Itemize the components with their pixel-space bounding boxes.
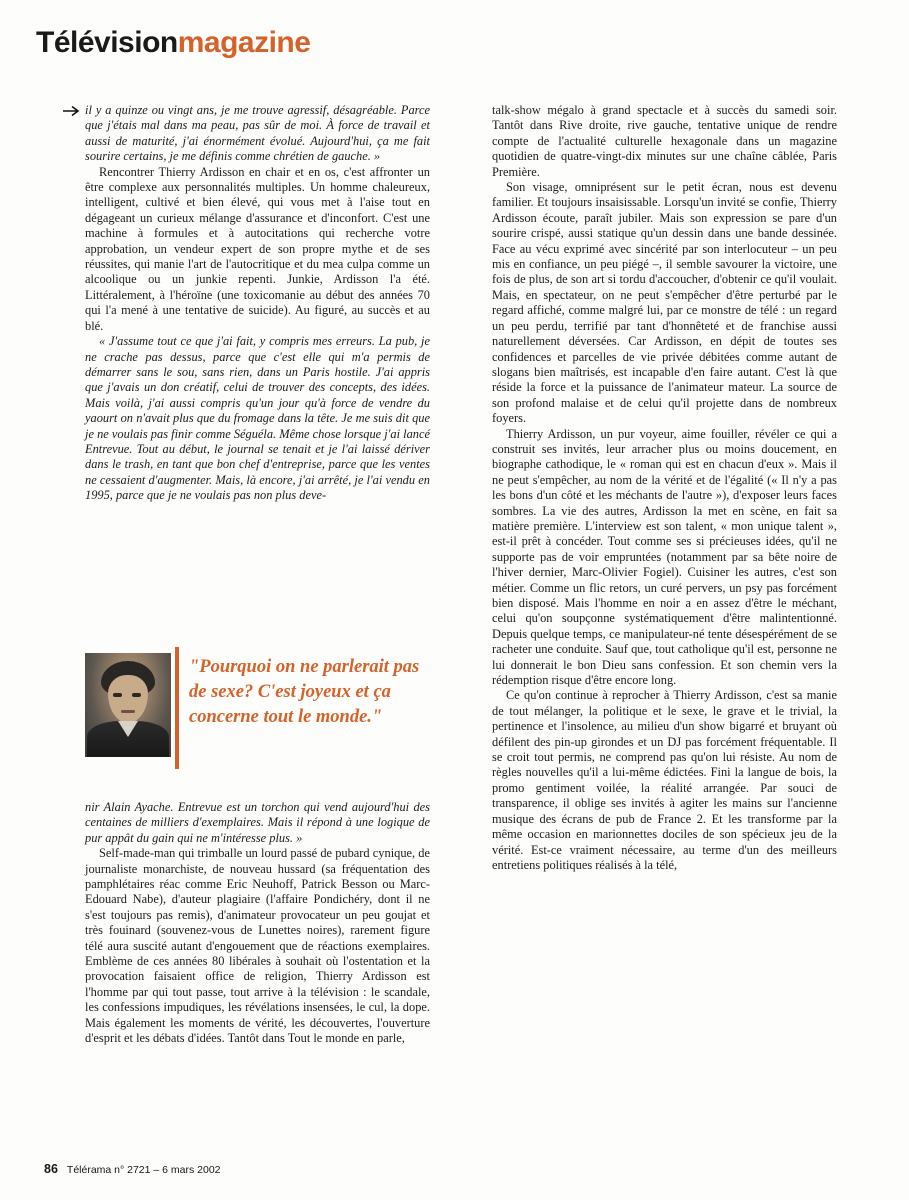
left-column-continued [85, 800, 430, 1047]
page-number: 86 [44, 1162, 58, 1176]
paragraph: « J'assume tout ce que j'ai fait, y compris mes erreurs. La pub, je ne crache pas dessus, parce que c'est elle qui m'a permis de démarrer sans le sou, sans rien, dans un Paris hostile. J'ai appris que j'avais un don créatif, celui de trouver des concepts, des idées. Mais voilà, j'ai aussi compris qu'un jour qu'à force de vendre du yaourt on n'avait plus que du fromage dans la tête. Je me suis dit que je ne voulais pas finir comme Séguéla. Même chose lorsque j'ai lancé Entrevue. Tout au début, le journal se tenait et je l'ai laissé dériver dans le trash, en tant que bon chef d'entreprise, parce que les ventes ne cessaient d'augmenter. Mais, là encore, j'ai arrêté, je l'ai vendu en 1995, parce que je ne voulais pas non plus deve- [85, 334, 430, 503]
issue-info: Télérama n° 2721 – 6 mars 2002 [66, 1164, 221, 1176]
pull-quote-text: "Pourquoi on ne parlerait pas de sexe? C'est joyeux et ça concerne tout le monde." [189, 657, 420, 727]
paragraph: Son visage, omniprésent sur le petit écran, nous est devenu familier. Et toujours insaisissable. Lorsqu'un invité se confie, Thierry Ardisson écoute, paraît jubiler. Mais son expression se pare d'un sourire crispé, aussi statique qu'un dessin dans une bande dessinée. Face au vécu exprimé avec sincérité par son interlocuteur – un peu mis en confiance, un peu piégé –, il semble savourer la victoire, une fois de plus, de son art si tordu d'accoucher, d'obtenir ce qu'il voulait. Mais, en spectateur, on ne peut s'empêcher d'être perturbé par le regard affiché, comme malgré lui, par ce monstre de télé : un regard un peu perdu, terrifié par tant d'honnêteté et de franchise aussi naturellement déversées. Car Ardisson, en dépit de toutes ses confidences et parcelles de vie privée débitées comme autant de slogans bien maîtrisés, est incapable d'en faire autant. C'est là que réside la force et la puissance de l'animateur mateur. La source de son profond malaise et de celui qu'il projette dans de nombreux foyers. [492, 180, 837, 426]
paragraph: Self-made-man qui trimballe un lourd passé de pubard cynique, de journaliste monarchiste, de nouveau hussard (sa fréquentation des pamphlétaires réac comme Eric Neuhoff, Patrick Besson ou Marc-Edouard Nabe), d'auteur plagiaire (l'affaire Pondichéry, dont il ne s'est toujours pas remis), d'animateur provocateur un peu goujat et très fouinard (souvenez-vous de Lunettes noires), rarement figure télé aura suscité autant d'engouement que de réactions exemplaires. Emblème de ces années 80 libérales à souhait où l'ostentation et la provocation faisaient office de religion, Thierry Ardisson est l'homme par qui tout passe, tout arrive à la télévision : le scandale, les confessions impudiques, les révélations insensées, le cul, la dope. Mais également les moments de vérité, les découvertes, l'ouverture d'esprit et les débats d'idées. Tantôt dans Tout le monde en parle, [85, 846, 430, 1046]
arrow-marker-icon [63, 105, 83, 117]
paragraph: Ce qu'on continue à reprocher à Thierry Ardisson, c'est sa manie de tout mélanger, la politique et le sexe, le grave et le trivial, la pertinence et l'insolence, au milieu d'un show bigarré et bruyant où défilent des pin-up girondes et un DJ pas forcément fréquentable. Il se croit tout permis, ne comprend pas qu'on lui résiste. Au nom de règles nouvelles qu'il a lui-même édictées. Fini la langue de bois, la promo gentiment voilée, la réalité arrangée. Par souci de transparence, il oblige ses invités à agiter les mains sur l'ancienne musique des écrans de pub de France 2. Et les transforme par la même occasion en marionnettes dociles de son spécieux jeu de la vérité. Est-ce vraiment nécessaire, au terme d'un des meilleurs entretiens politiques réalisés à la télé, [492, 688, 837, 872]
left-column [85, 103, 430, 504]
masthead-title-secondary: magazine [177, 26, 311, 59]
page-footer [44, 1162, 221, 1176]
paragraph: Thierry Ardisson, un pur voyeur, aime fouiller, révéler ce qui a construit ses invités, leur arracher plus ou moins doucement, en biographe cathodique, le « roman qui est en chacun d'eux ». Mais il ne peut s'empêcher, au nom de la vérité et de l'égalité (« Il n'y a pas les bons d'un côté et les méchants de l'autre »), d'exposer leurs faces sombres. La vie des autres, Ardisson la met en scène, en fait sa matière première. L'interview est son talent, « mon unique talent », est-il prêt à concéder. Tout comme ses si précieuses idées, qu'il ne supporte pas de voir empruntées (notamment par sa bête noire de l'hiver dernier, Marc-Olivier Fogiel). Cuisiner les autres, c'est son métier. Comme un flic retors, un curé pervers, un psy pas forcément bien disposé. Mais l'homme en noir a en assez d'être le méchant, celui qu'on soupçonne systématiquement d'être malintentionné. Depuis quelque temps, ce manipulateur-né tente désespérément de se racheter une conduite. Sauf que, tout catholique qu'il est, personne ne lui donnerait le bon Dieu sans confession. Et son chemin vers la rédemption risque d'être encore long. [492, 426, 837, 688]
masthead [36, 26, 310, 60]
pull-quote-block [85, 647, 433, 769]
paragraph: il y a quinze ou vingt ans, je me trouve agressif, désagréable. Parce que j'étais mal dans ma peau, pas sûr de moi. À force de travail et aussi de maturité, j'ai énormément évolué. Aujourd'hui, ça me fait sourire certains, je me définis comme chrétien de gauche. » [85, 103, 430, 164]
paragraph: nir Alain Ayache. Entrevue est un torchon qui vend aujourd'hui des centaines de milliers d'exemplaires. Mais il répond à une logique de pur appât du gain qui ne m'intéresse plus. » [85, 800, 430, 845]
masthead-title-primary: Télévision [36, 26, 178, 59]
paragraph: Rencontrer Thierry Ardisson en chair et en os, c'est affronter un être complexe aux personnalités multiples. Un homme chaleureux, intelligent, cultivé et bien élevé, qui vous met à l'aise tout en dégageant un curieux mélange d'assurance et d'inconfort. C'est une machine à formules et à autocitations qui recherche votre approbation, un vendeur expert de son propre mythe et de ses réussites, qui manie l'art de l'autocritique et du mea culpa comme un alcoolique ou un junkie repenti. Junkie, Ardisson l'a été. Littéralement, à l'héroïne (une toxicomanie au début des années 70 qui l'a mené à une tentative de suicide). Au figuré, au succès et au blé. [85, 164, 430, 333]
right-column [492, 103, 837, 873]
paragraph: talk-show mégalo à grand spectacle et à succès du samedi soir. Tantôt dans Rive droite, rive gauche, tentative unique de rendre compte de l'actualité culturelle hexagonale dans un magazine quotidien de quatre-vingt-dix minutes sur une chaîne câblée, Paris Première. [492, 103, 837, 179]
portrait-photo [85, 653, 171, 757]
pull-quote-rule [175, 647, 179, 769]
